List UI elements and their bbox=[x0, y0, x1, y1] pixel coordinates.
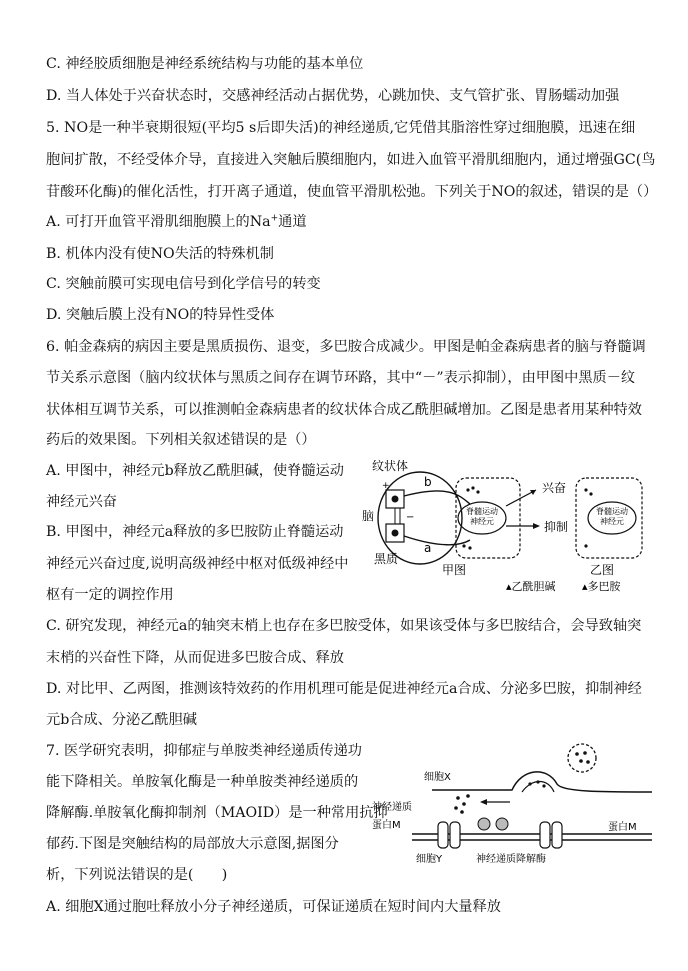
figure-synapse bbox=[372, 738, 662, 868]
option-5c-prev: C. 神经胶质细胞是神经系统结构与功能的基本单位 bbox=[46, 56, 364, 72]
substantia-neuron bbox=[392, 530, 399, 537]
question-6-option-d-2: 元b合成、分泌乙酰胆碱 bbox=[46, 712, 197, 728]
option-5d-prev: D. 当人体处于兴奋状态时，交感神经活动占据优势，心跳加快、支气管扩张、胃肠蠕动加强 bbox=[46, 88, 620, 104]
enzyme-1 bbox=[478, 818, 490, 830]
question-7-line3: 降解酶.单胺氧化酶抑制剂（MAOID）是一种常用抗抑 bbox=[46, 805, 388, 821]
question-6-line2: 节关系示意图（脑内纹状体与黑质之间存在调节环路，其中“－”表示抑制），由甲图中黑质－纹 bbox=[46, 370, 636, 386]
question-5-line2: 胞间扩散，不经受体介导，直接进入突触后膜细胞内，如进入血管平滑肌细胞内，通过增强GC(鸟 bbox=[46, 152, 656, 168]
label-cell-x: 细胞X bbox=[424, 772, 451, 783]
question-5-option-b: B. 机体内没有使NO失活的特殊机制 bbox=[46, 246, 274, 262]
question-6-option-a-2: 神经元兴奋 bbox=[46, 494, 117, 510]
label-spinal1-yi: 脊髓运动 bbox=[596, 507, 628, 516]
question-6-option-b-3: 枢有一定的调控作用 bbox=[46, 587, 174, 603]
question-5-line3: 苷酸环化酶)的催化活性，打开离子通道，使血管平滑肌松弛。下列关于NO的叙述，错误的是（） bbox=[46, 184, 658, 200]
question-5-option-a bbox=[46, 212, 307, 232]
question-6-option-c-2: 末梢的兴奋性下降，从而促进多巴胺合成、释放 bbox=[46, 650, 344, 666]
question-6-line4: 药后的效果图。下列相关叙述错误的是（） bbox=[46, 432, 316, 448]
na-superscript: + bbox=[270, 213, 279, 224]
question-6-option-c-1: C. 研究发现，神经元a的轴突末梢上也存在多巴胺受体，如果该受体与多巴胺结合，会导致轴突 bbox=[46, 618, 642, 634]
label-cell-y: 细胞Y bbox=[416, 854, 443, 865]
label-transmitter: 神经递质 bbox=[372, 802, 412, 813]
label-enzyme: 神经递质降解酶 bbox=[476, 854, 546, 865]
option-a-tail: 通道 bbox=[278, 214, 307, 230]
question-5-line1: 5. NO是一种半衰期很短(平均5 s后即失活)的神经递质,它凭借其脂溶性穿过细胞膜，迅速在细 bbox=[46, 120, 636, 136]
question-7-line5: 析，下列说法错误的是( ) bbox=[46, 867, 228, 883]
vesicle-circle bbox=[568, 744, 596, 772]
label-protein-m-left: 蛋白M bbox=[372, 820, 401, 831]
question-6-option-d-1: D. 对比甲、乙两图，推测该特效药的作用机理可能是促进神经元a合成、分泌多巴胺，抑制神经 bbox=[46, 681, 642, 697]
label-spinal1-jia: 脊髓运动 bbox=[466, 507, 498, 516]
label-inhibit: 抑制 bbox=[544, 520, 569, 534]
protein-m-right bbox=[540, 822, 550, 848]
caption-jia: 甲图 bbox=[442, 563, 467, 577]
label-b: b bbox=[424, 475, 432, 489]
question-6-option-a-1: A. 甲图中，神经元b释放乙酰胆碱，使脊髓运动 bbox=[46, 463, 344, 479]
question-7-line2: 能下降相关。单胺氧化酶是一种单胺类神经递质的 bbox=[46, 774, 359, 790]
question-7-option-a: A. 细胞X通过胞吐释放小分子神经递质，可保证递质在短时间内大量释放 bbox=[46, 899, 501, 915]
protein-m-left bbox=[438, 822, 448, 848]
label-brain: 脑 bbox=[362, 509, 375, 523]
label-a: a bbox=[424, 541, 432, 555]
label-protein-m-right: 蛋白M bbox=[608, 822, 637, 833]
question-6-line3: 状体相互调节关系，可以推测帕金森病患者的纹状体合成乙酰胆碱增加。乙图是患者用某种特效 bbox=[46, 402, 642, 418]
brain-outline bbox=[378, 472, 462, 564]
striatum-neuron bbox=[392, 496, 399, 503]
label-substantia: 黑质 bbox=[374, 552, 399, 566]
question-6-option-b-2: 神经元兴奋过度,说明高级神经中枢对低级神经中 bbox=[46, 556, 349, 572]
question-5-option-d: D. 突触后膜上没有NO的特异性受体 bbox=[46, 307, 275, 323]
caption-yi: 乙图 bbox=[590, 563, 615, 577]
label-spinal2-yi: 神经元 bbox=[600, 517, 624, 526]
label-plus: + bbox=[382, 481, 390, 491]
legend-ach: ▴乙酰胆碱 bbox=[506, 580, 556, 593]
label-minus: − bbox=[406, 512, 415, 523]
question-5-option-c: C. 突触前膜可实现电信号到化学信号的转变 bbox=[46, 276, 321, 292]
question-6-option-b-1: B. 甲图中，神经元a释放的多巴胺防止脊髓运动 bbox=[46, 524, 344, 540]
legend-da: ▴多巴胺 bbox=[582, 580, 621, 593]
question-7-line1: 7. 医学研究表明，抑郁症与单胺类神经递质传递功 bbox=[46, 743, 362, 759]
label-striatum: 纹状体 bbox=[372, 459, 409, 473]
option-a-text: A. 可打开血管平滑肌细胞膜上的Na bbox=[46, 214, 271, 230]
released-transmitters bbox=[454, 794, 470, 814]
figure-brain-spinal bbox=[360, 456, 660, 596]
question-7-line4: 郁药.下图是突触结构的局部放大示意图,据图分 bbox=[46, 836, 339, 852]
question-6-line1: 6. 帕金森病的病因主要是黑质损伤、退变，多巴胺合成减少。甲图是帕金森病患者的脑与脊髓调 bbox=[46, 339, 646, 355]
axon-a bbox=[404, 536, 470, 545]
label-excite: 兴奋 bbox=[542, 481, 567, 495]
label-spinal2-jia: 神经元 bbox=[470, 517, 494, 526]
enzyme-2 bbox=[496, 818, 508, 830]
